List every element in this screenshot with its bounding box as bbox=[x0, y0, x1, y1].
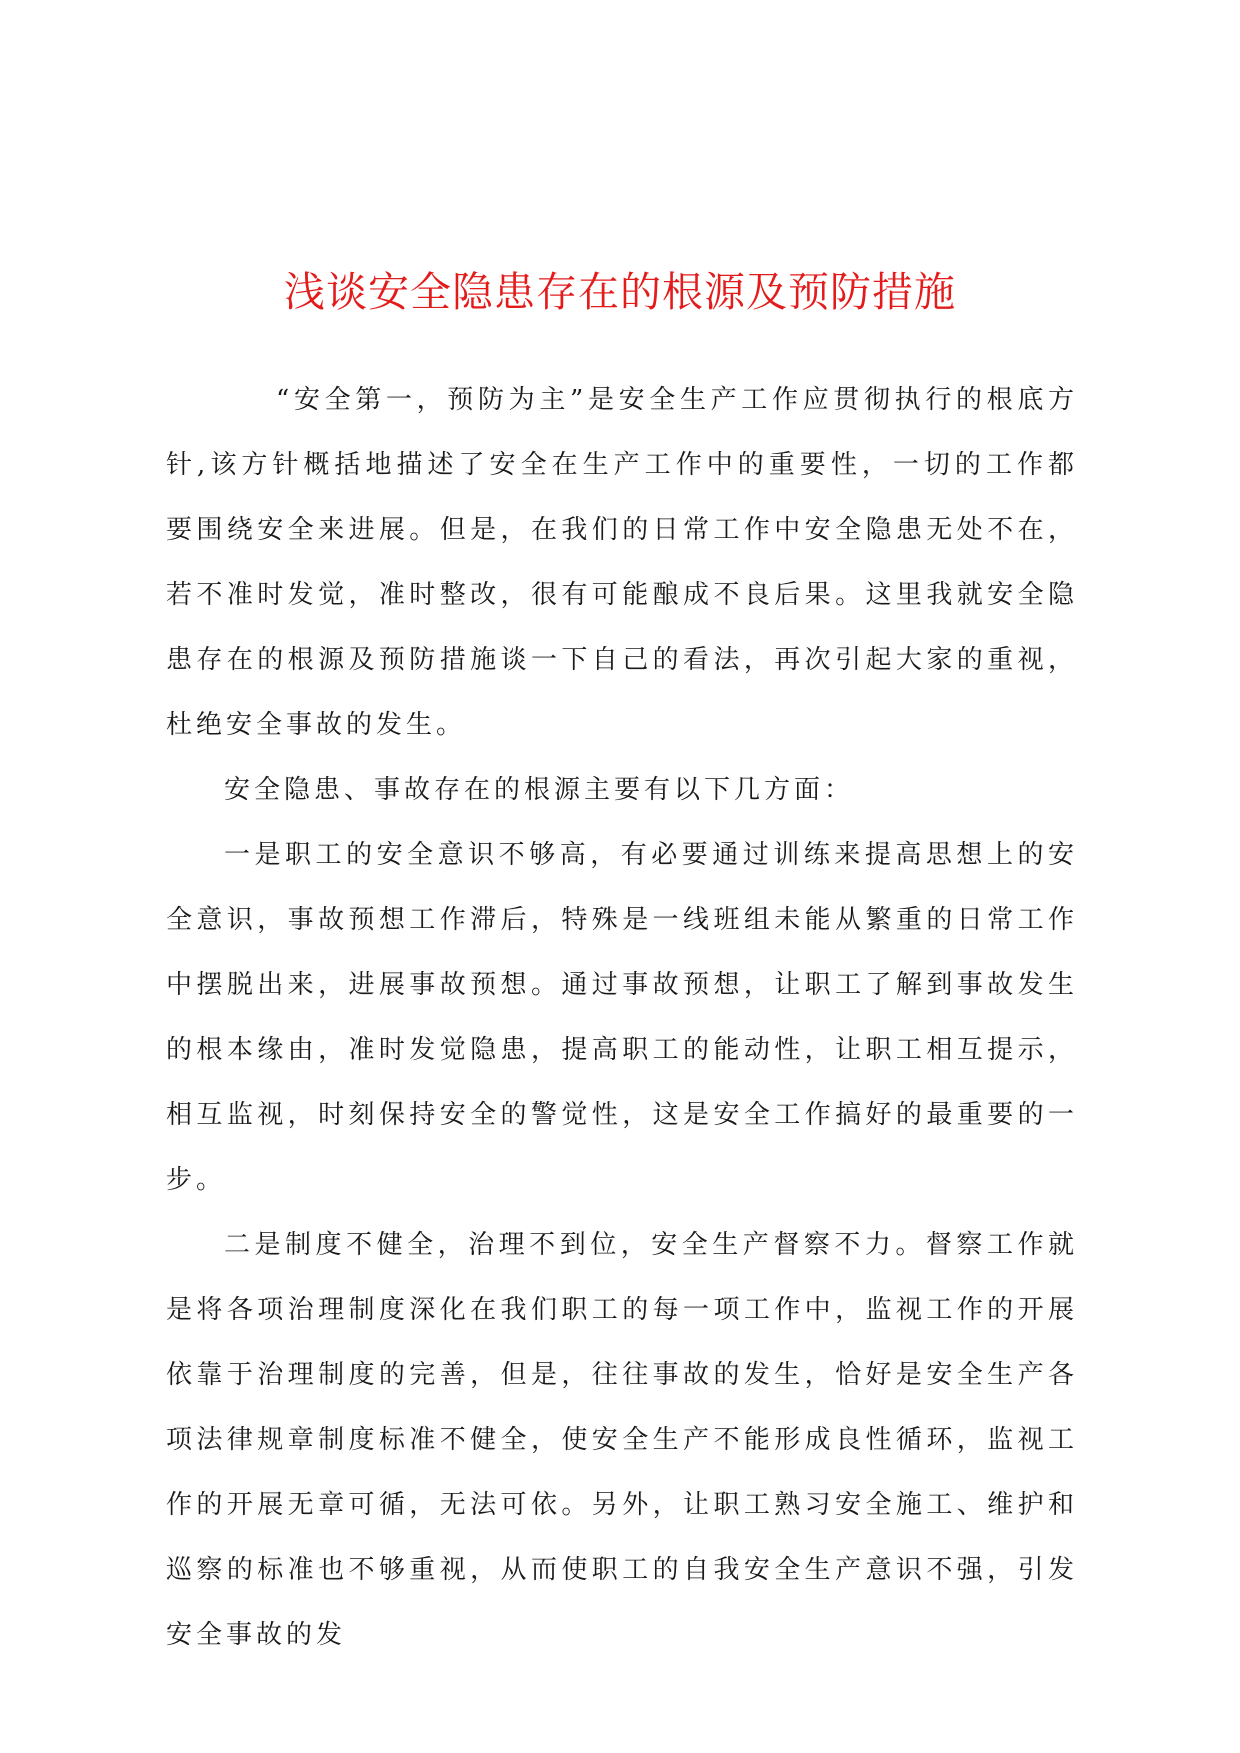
paragraph-intro: “安全第一，预防为主”是安全生产工作应贯彻执行的根底方针,该方针概括地描述了安全在生产工作中的重要性，一切的工作都要围绕安全来进展。但是，在我们的日常工作中安全隐患无处不在，若不准时发觉，准时整改，很有可能酿成不良后果。这里我就安全隐患存在的根源及预防措施谈一下自己的看法，再次引起大家的重视，杜绝安全事故的发生。 bbox=[166, 385, 1078, 740]
paragraph-cause-one: 一是职工的安全意识不够高，有必要通过训练来提高思想上的安全意识，事故预想工作滞后，特殊是一线班组未能从繁重的日常工作中摆脱出来，进展事故预想。通过事故预想，让职工了解到事故发生的根本缘由，准时发觉隐患，提高职工的能动性，让职工相互提示，相互监视，时刻保持安全的警觉性，这是安全工作搞好的最重要的一步。 bbox=[166, 840, 1078, 1195]
paragraph-root-causes-heading: 安全隐患、事故存在的根源主要有以下几方面： bbox=[224, 775, 855, 805]
paragraph-cause-two: 二是制度不健全，治理不到位，安全生产督察不力。督察工作就是将各项治理制度深化在我们职工的每一项工作中，监视工作的开展依靠于治理制度的完善，但是，往往事故的发生，恰好是安全生产各项法律规章制度标准不健全，使安全生产不能形成良性循环，监视工作的开展无章可循，无法可依。另外，让职工熟习安全施工、维护和巡察的标准也不够重视，从而使职工的自我安全生产意识不强，引发安全事故的发 bbox=[166, 1230, 1078, 1650]
document-title: 浅谈安全隐患存在的根源及预防措施 bbox=[284, 268, 956, 316]
document-body bbox=[166, 368, 1078, 1668]
